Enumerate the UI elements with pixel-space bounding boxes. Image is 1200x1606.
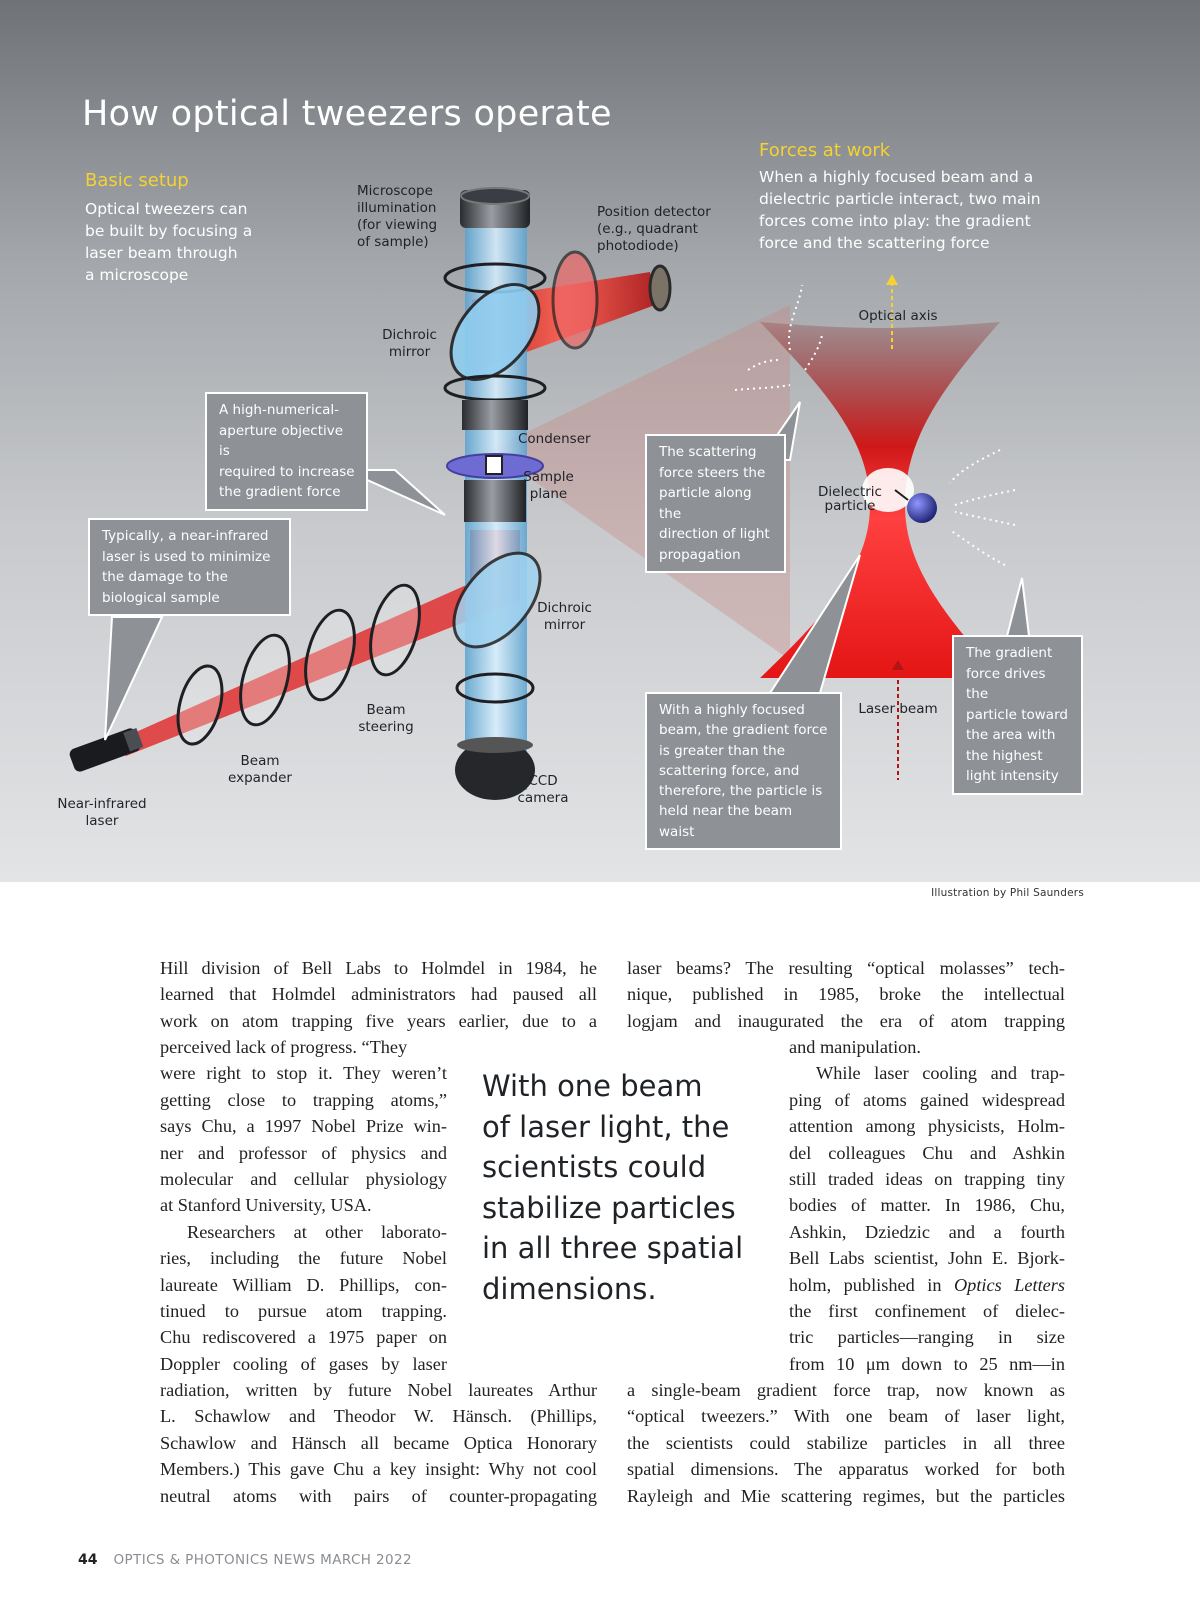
basic-setup-heading: Basic setup	[85, 170, 189, 191]
ccd-camera-label: CCD camera	[517, 773, 569, 806]
article-line: del colleagues Chu and Ashkin	[789, 1142, 1065, 1163]
article-line: and manipulation.	[789, 1037, 922, 1057]
article-column-2-narrow	[789, 1034, 1065, 1377]
position-detector-label: Position detector (e.g., quadrant photodiode)	[597, 204, 711, 254]
page-footer	[78, 1552, 412, 1568]
near-infrared-laser-label: Near-infrared laser	[57, 796, 147, 829]
article-line: molecular and cellular physiology	[160, 1168, 447, 1189]
article-column-2-bottom	[627, 1377, 1065, 1509]
article-line: the first confinement of dielec-	[789, 1300, 1065, 1321]
condenser-body	[462, 400, 528, 430]
dielectric-particle-label: Dielectric particle	[818, 484, 882, 514]
near-infrared-callout-tail	[105, 617, 162, 740]
condenser-label: Condenser	[518, 431, 591, 447]
optical-axis-arrow	[886, 274, 898, 285]
sample-plane-label: Sample plane	[523, 469, 574, 502]
optical-axis-label: Optical axis	[858, 308, 938, 324]
article-line: laser beams? The resulting “optical molasses” tech-	[627, 958, 1065, 978]
article-line: “optical tweezers.” With one beam of laser light,	[627, 1406, 1065, 1427]
near-infrared-callout: Typically, a near-infrared laser is used to minimize the damage to the biological sample	[88, 518, 291, 616]
pull-quote: With one beam of laser light, the scientists could stabilize particles in all three spatial dimensions.	[482, 1069, 744, 1306]
article-line: the scientists could stabilize particles in all three	[627, 1432, 1065, 1453]
ccd-camera-rim	[457, 737, 533, 753]
forces-text: When a highly focused beam and a dielectric particle interact, two main forces come into play: the gradient force and the scattering force	[759, 168, 1041, 252]
article-line: Chu rediscovered a 1975 paper on	[160, 1327, 447, 1348]
illumination-lens	[461, 188, 529, 204]
article-line: work on atom trapping five years earlier, due to a	[160, 1010, 597, 1031]
article-line: While laser cooling and trap-	[816, 1063, 1065, 1084]
magazine-name: OPTICS & PHOTONICS NEWS MARCH 2022	[113, 1552, 412, 1568]
figure-title: How optical tweezers operate	[82, 94, 612, 134]
article-line: getting close to trapping atoms,”	[160, 1089, 447, 1110]
expander-lens-2	[232, 630, 298, 730]
dichroic-mirror-bottom-label: Dichroic mirror	[537, 600, 592, 633]
article-column-1	[160, 955, 597, 1034]
article-line: still traded ideas on trapping tiny	[789, 1168, 1065, 1189]
steering-lens-2	[362, 580, 428, 680]
laser-beam-label: Laser beam	[858, 701, 938, 717]
gradient-force-arrows	[950, 450, 1015, 565]
scattering-callout: The scattering force steers the particle along the direction of light propagation	[645, 434, 786, 573]
basic-setup-text: Optical tweezers can be built by focusing a laser beam through a microscope	[85, 200, 253, 284]
article-line: Doppler cooling of gases by laser	[160, 1353, 447, 1374]
article-line: a single-beam gradient force trap, now known as	[627, 1380, 1065, 1400]
article-line: spatial dimensions. The apparatus worked for both	[627, 1459, 1065, 1480]
steering-lens-1	[297, 605, 363, 705]
article-line: Schawlow and Hänsch all became Optica Honorary	[160, 1432, 597, 1453]
article-line: neutral atoms with pairs of counter-propagating	[160, 1485, 597, 1506]
article-line: were right to stop it. They weren’t	[160, 1063, 447, 1084]
detector-lens	[553, 252, 597, 348]
dichroic-mirror-top-label: Dichroic mirror	[382, 327, 437, 360]
article-line: L. Schawlow and Theodor W. Hänsch. (Phillips,	[160, 1406, 597, 1427]
article-column-2	[627, 955, 1065, 1034]
article-line: attention among physicists, Holm-	[789, 1116, 1065, 1137]
article-line: ner and professor of physics and	[160, 1142, 447, 1163]
gradient-callout: The gradient force drives the particle toward the area with the highest light intensity	[952, 635, 1083, 795]
article-line: learned that Holmdel administrators had paused all	[160, 984, 597, 1005]
sample-marker	[486, 456, 502, 474]
article-line: from 10 μm down to 25 nm—in	[789, 1353, 1065, 1374]
illustration-credit: Illustration by Phil Saunders	[931, 887, 1084, 899]
dielectric-particle-sphere	[907, 493, 937, 523]
article-line: ping of atoms gained widespread	[789, 1089, 1065, 1110]
article-column-1-narrow	[160, 1034, 447, 1377]
article-line: Hill division of Bell Labs to Holmdel in 1984, he	[160, 958, 597, 978]
beam-steering-label: Beam steering	[358, 702, 414, 735]
article-line: Rayleigh and Mie scattering regimes, but the particles	[627, 1485, 1065, 1506]
article-line: ries, including the future Nobel	[160, 1248, 447, 1269]
article-line: tinued to pursue atom trapping.	[160, 1300, 447, 1321]
article-line: Bell Labs scientist, John E. Bjork-	[789, 1248, 1065, 1269]
article-line: Ashkin, Dziedzic and a fourth	[789, 1221, 1065, 1242]
article-line: laureate William D. Phillips, con-	[160, 1274, 447, 1295]
article-line: says Chu, a 1997 Nobel Prize win-	[160, 1116, 447, 1137]
article-line: perceived lack of progress. “They	[160, 1037, 408, 1057]
forces-heading: Forces at work	[759, 140, 891, 161]
journal-name: Optics Letters	[953, 1274, 1065, 1295]
page-number: 44	[78, 1552, 98, 1568]
position-detector	[650, 266, 670, 310]
article-line: at Stanford University, USA.	[160, 1195, 372, 1216]
article-line: Members.) This gave Chu a key insight: Why not cool	[160, 1459, 597, 1480]
article-column-1-bottom	[160, 1377, 597, 1509]
article-line: bodies of matter. In 1986, Chu,	[789, 1195, 1065, 1216]
article-line: holm, published in Optics Letters	[789, 1274, 1065, 1295]
article-line: radiation, written by future Nobel laureates Arthur	[160, 1380, 597, 1400]
article-line: Researchers at other laborato-	[187, 1221, 447, 1242]
focused-beam-callout: With a highly focused beam, the gradient force is greater than the scattering force, and therefore, the particle is held near the beam waist	[645, 692, 842, 850]
microscope-illumination-label: Microscope illumination (for viewing of sample)	[357, 183, 438, 250]
article-line: nique, published in 1985, broke the intellectual	[627, 984, 1065, 1005]
beam-expander-label: Beam expander	[228, 753, 292, 786]
expander-lens-1	[170, 661, 229, 749]
article-line: tric particles—ranging in size	[789, 1327, 1065, 1348]
article-line: logjam and inaugurated the era of atom trapping	[627, 1010, 1065, 1031]
objective-callout: A high-numerical- aperture objective is required to increase the gradient force	[205, 392, 368, 511]
